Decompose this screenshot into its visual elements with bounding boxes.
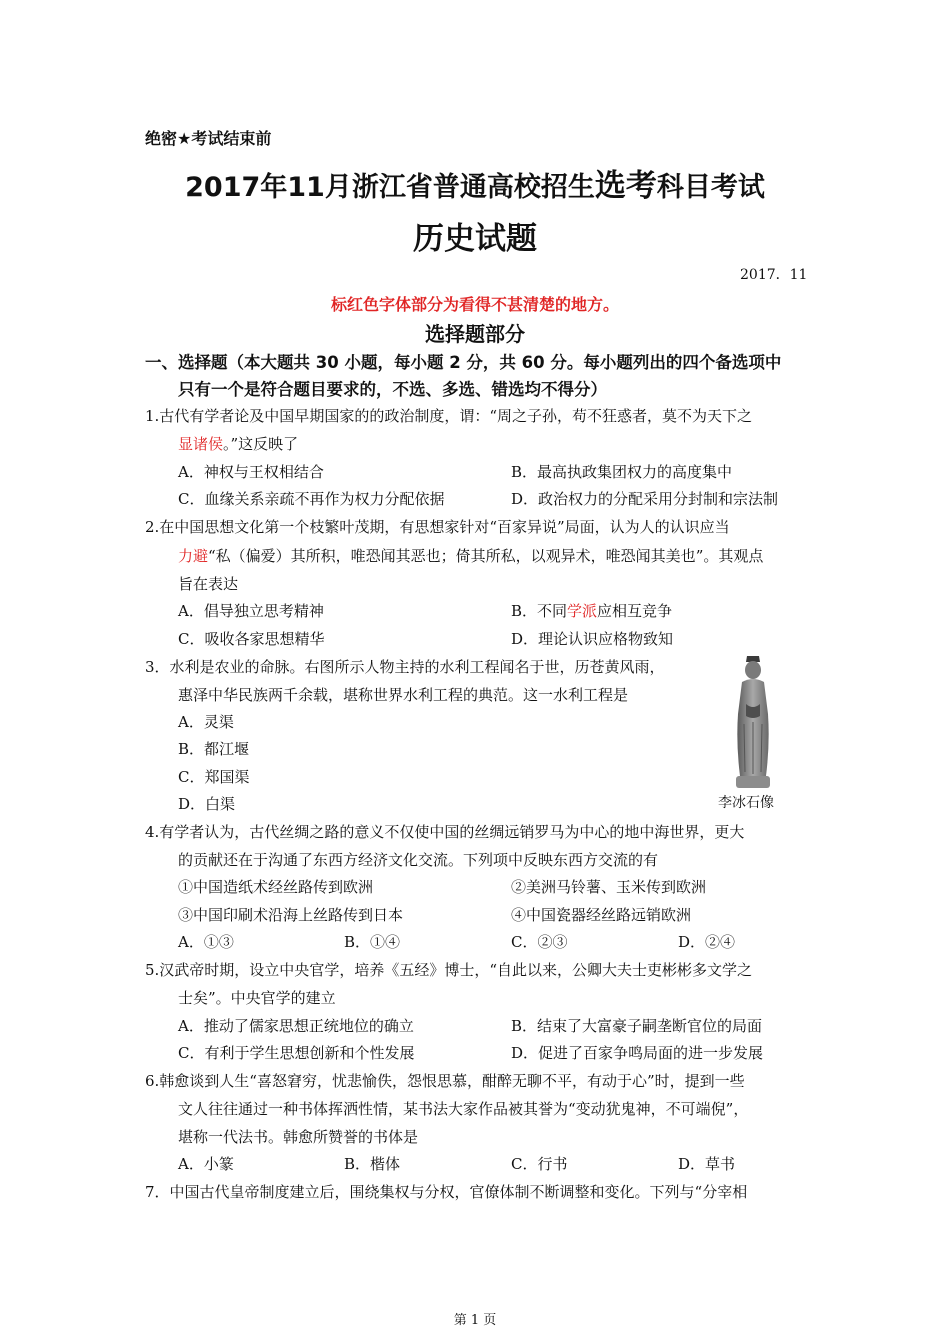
q6-option-a: A．小篆: [178, 1155, 234, 1173]
q6-option-b: B．楷体: [344, 1155, 401, 1173]
q2-stem-line1: 2.在中国思想文化第一个枝繁叶茂期，有思想家针对“百家异说”局面，认为人的认识应当: [145, 518, 730, 536]
exam-date: 2017．11: [740, 267, 808, 283]
q3-option-c: C．郑国渠: [178, 768, 250, 786]
q2-stem-line2: [178, 545, 763, 566]
q2-stem-rest: “私（偏爱）其所积，唯恐闻其恶也；倚其所私，以观异术，唯恐闻其美也”。其观点: [208, 547, 764, 565]
subject-title: 历史试题: [413, 221, 537, 257]
q3-option-b: B．都江堰: [178, 740, 250, 758]
title-prefix: 2017年11月浙江省普通高校招生: [185, 172, 595, 203]
q5-option-d: D．促进了百家争鸣局面的进一步发展: [511, 1044, 764, 1062]
q5-option-b: B．结束了大富豪子嗣垄断官位的局面: [511, 1017, 763, 1035]
statue-base: [736, 776, 770, 788]
q4-item-2: ②美洲马铃薯、玉米传到欧洲: [511, 878, 707, 896]
red-note: 标红色字体部分为看得不甚清楚的地方。: [330, 295, 619, 314]
q2-option-b-post: 应相互竞争: [597, 602, 673, 620]
q6-stem-line2: 文人往往通过一种书体挥洒性情，某书法大家作品被其誉为“变动犹鬼神，不可端倪”，: [178, 1100, 749, 1118]
q2-option-d: D．理论认识应格物致知: [511, 630, 674, 648]
q3-option-d: D．白渠: [178, 795, 236, 813]
q1-stem-rest: 。”这反映了: [223, 435, 299, 453]
li-bing-statue-image: [728, 654, 778, 790]
page-number: 第 1 页: [453, 1313, 497, 1328]
q1-stem-line2: [178, 433, 298, 454]
q2-option-b-unclear: 学派: [567, 602, 598, 620]
q1-option-c: C．血缘关系亲疏不再作为权力分配依据: [178, 490, 445, 508]
q1-unclear-text: 显诸侯: [178, 435, 224, 453]
q2-stem-line3: 旨在表达: [178, 575, 239, 593]
confidential-mark: 绝密★考试结束前: [145, 129, 272, 148]
section-heading-line2: 只有一个是符合题目要求的，不选、多选、错选均不得分）: [178, 380, 607, 399]
title-emphasis: 选考: [594, 168, 657, 204]
q4-option-a: A．①③: [178, 933, 234, 951]
q4-stem-line1: 4.有学者认为，古代丝绸之路的意义不仅使中国的丝绸远销罗马为中心的地中海世界，更大: [145, 823, 745, 841]
q5-option-c: C．有利于学生思想创新和个性发展: [178, 1044, 415, 1062]
q6-option-c: C．行书: [511, 1155, 568, 1173]
q5-stem-line1: 5.汉武帝时期，设立中央官学，培养《五经》博士，“自此以来，公卿大夫士吏彬彬多文学之: [145, 961, 752, 979]
q3-option-a: A．灵渠: [178, 713, 234, 731]
q6-stem-line3: 堪称一代法书。韩愈所赞誉的书体是: [178, 1128, 419, 1146]
q6-option-d: D．草书: [678, 1155, 736, 1173]
q7-stem-line1: 7．中国古代皇帝制度建立后，围绕集权与分权，官僚体制不断调整和变化。下列与“分宰相: [145, 1183, 748, 1201]
q3-stem-line2: 惠泽中华民族两千余载，堪称世界水利工程的典范。这一水利工程是: [178, 686, 629, 704]
q1-option-d: D．政治权力的分配采用分封制和宗法制: [511, 490, 779, 508]
q4-option-d: D．②④: [678, 933, 736, 951]
q2-unclear-text: 力避: [178, 547, 209, 565]
q6-stem-line1: 6.韩愈谈到人生“喜怒窘穷，忧悲愉佚，怨恨思慕，酣醉无聊不平，有动于心”时，提到一些: [145, 1072, 745, 1090]
q4-item-1: ①中国造纸术经丝路传到欧洲: [178, 878, 374, 896]
q1-stem-line1: 1.古代有学者论及中国早期国家的的政治制度，谓：“周之子孙，苟不狂惑者，莫不为天下之: [145, 407, 752, 425]
q2-option-a: A．倡导独立思考精神: [178, 602, 324, 620]
part-title: 选择题部分: [425, 322, 525, 346]
q2-option-b-pre: B．不同: [511, 602, 568, 620]
exam-title: [0, 160, 950, 205]
q4-option-c: C．②③: [511, 933, 568, 951]
statue-caption: 李冰石像: [718, 795, 774, 811]
statue-head: [745, 661, 761, 679]
q2-option-c: C．吸收各家思想精华: [178, 630, 325, 648]
q4-item-3: ③中国印刷术沿海上丝路传到日本: [178, 906, 404, 924]
q5-stem-line2: 士矣”。中央官学的建立: [178, 989, 336, 1007]
title-suffix: 科目考试: [656, 172, 765, 203]
q3-stem-line1: 3．水利是农业的命脉。右图所示人物主持的水利工程闻名于世，历苍黄风雨，: [145, 658, 665, 676]
q4-stem-line2: 的贡献还在于沟通了东西方经济文化交流。下列项中反映东西方交流的有: [178, 851, 659, 869]
q4-option-b: B．①④: [344, 933, 401, 951]
q1-option-b: B．最高执政集团权力的高度集中: [511, 463, 733, 481]
q2-option-b: [511, 600, 672, 621]
q1-option-a: A．神权与王权相结合: [178, 463, 324, 481]
q5-option-a: A．推动了儒家思想正统地位的确立: [178, 1017, 414, 1035]
section-heading-line1: 一、选择题（本大题共 30 小题，每小题 2 分，共 60 分。每小题列出的四个备选项中: [145, 353, 782, 372]
q4-item-4: ④中国瓷器经丝路远销欧洲: [511, 906, 692, 924]
